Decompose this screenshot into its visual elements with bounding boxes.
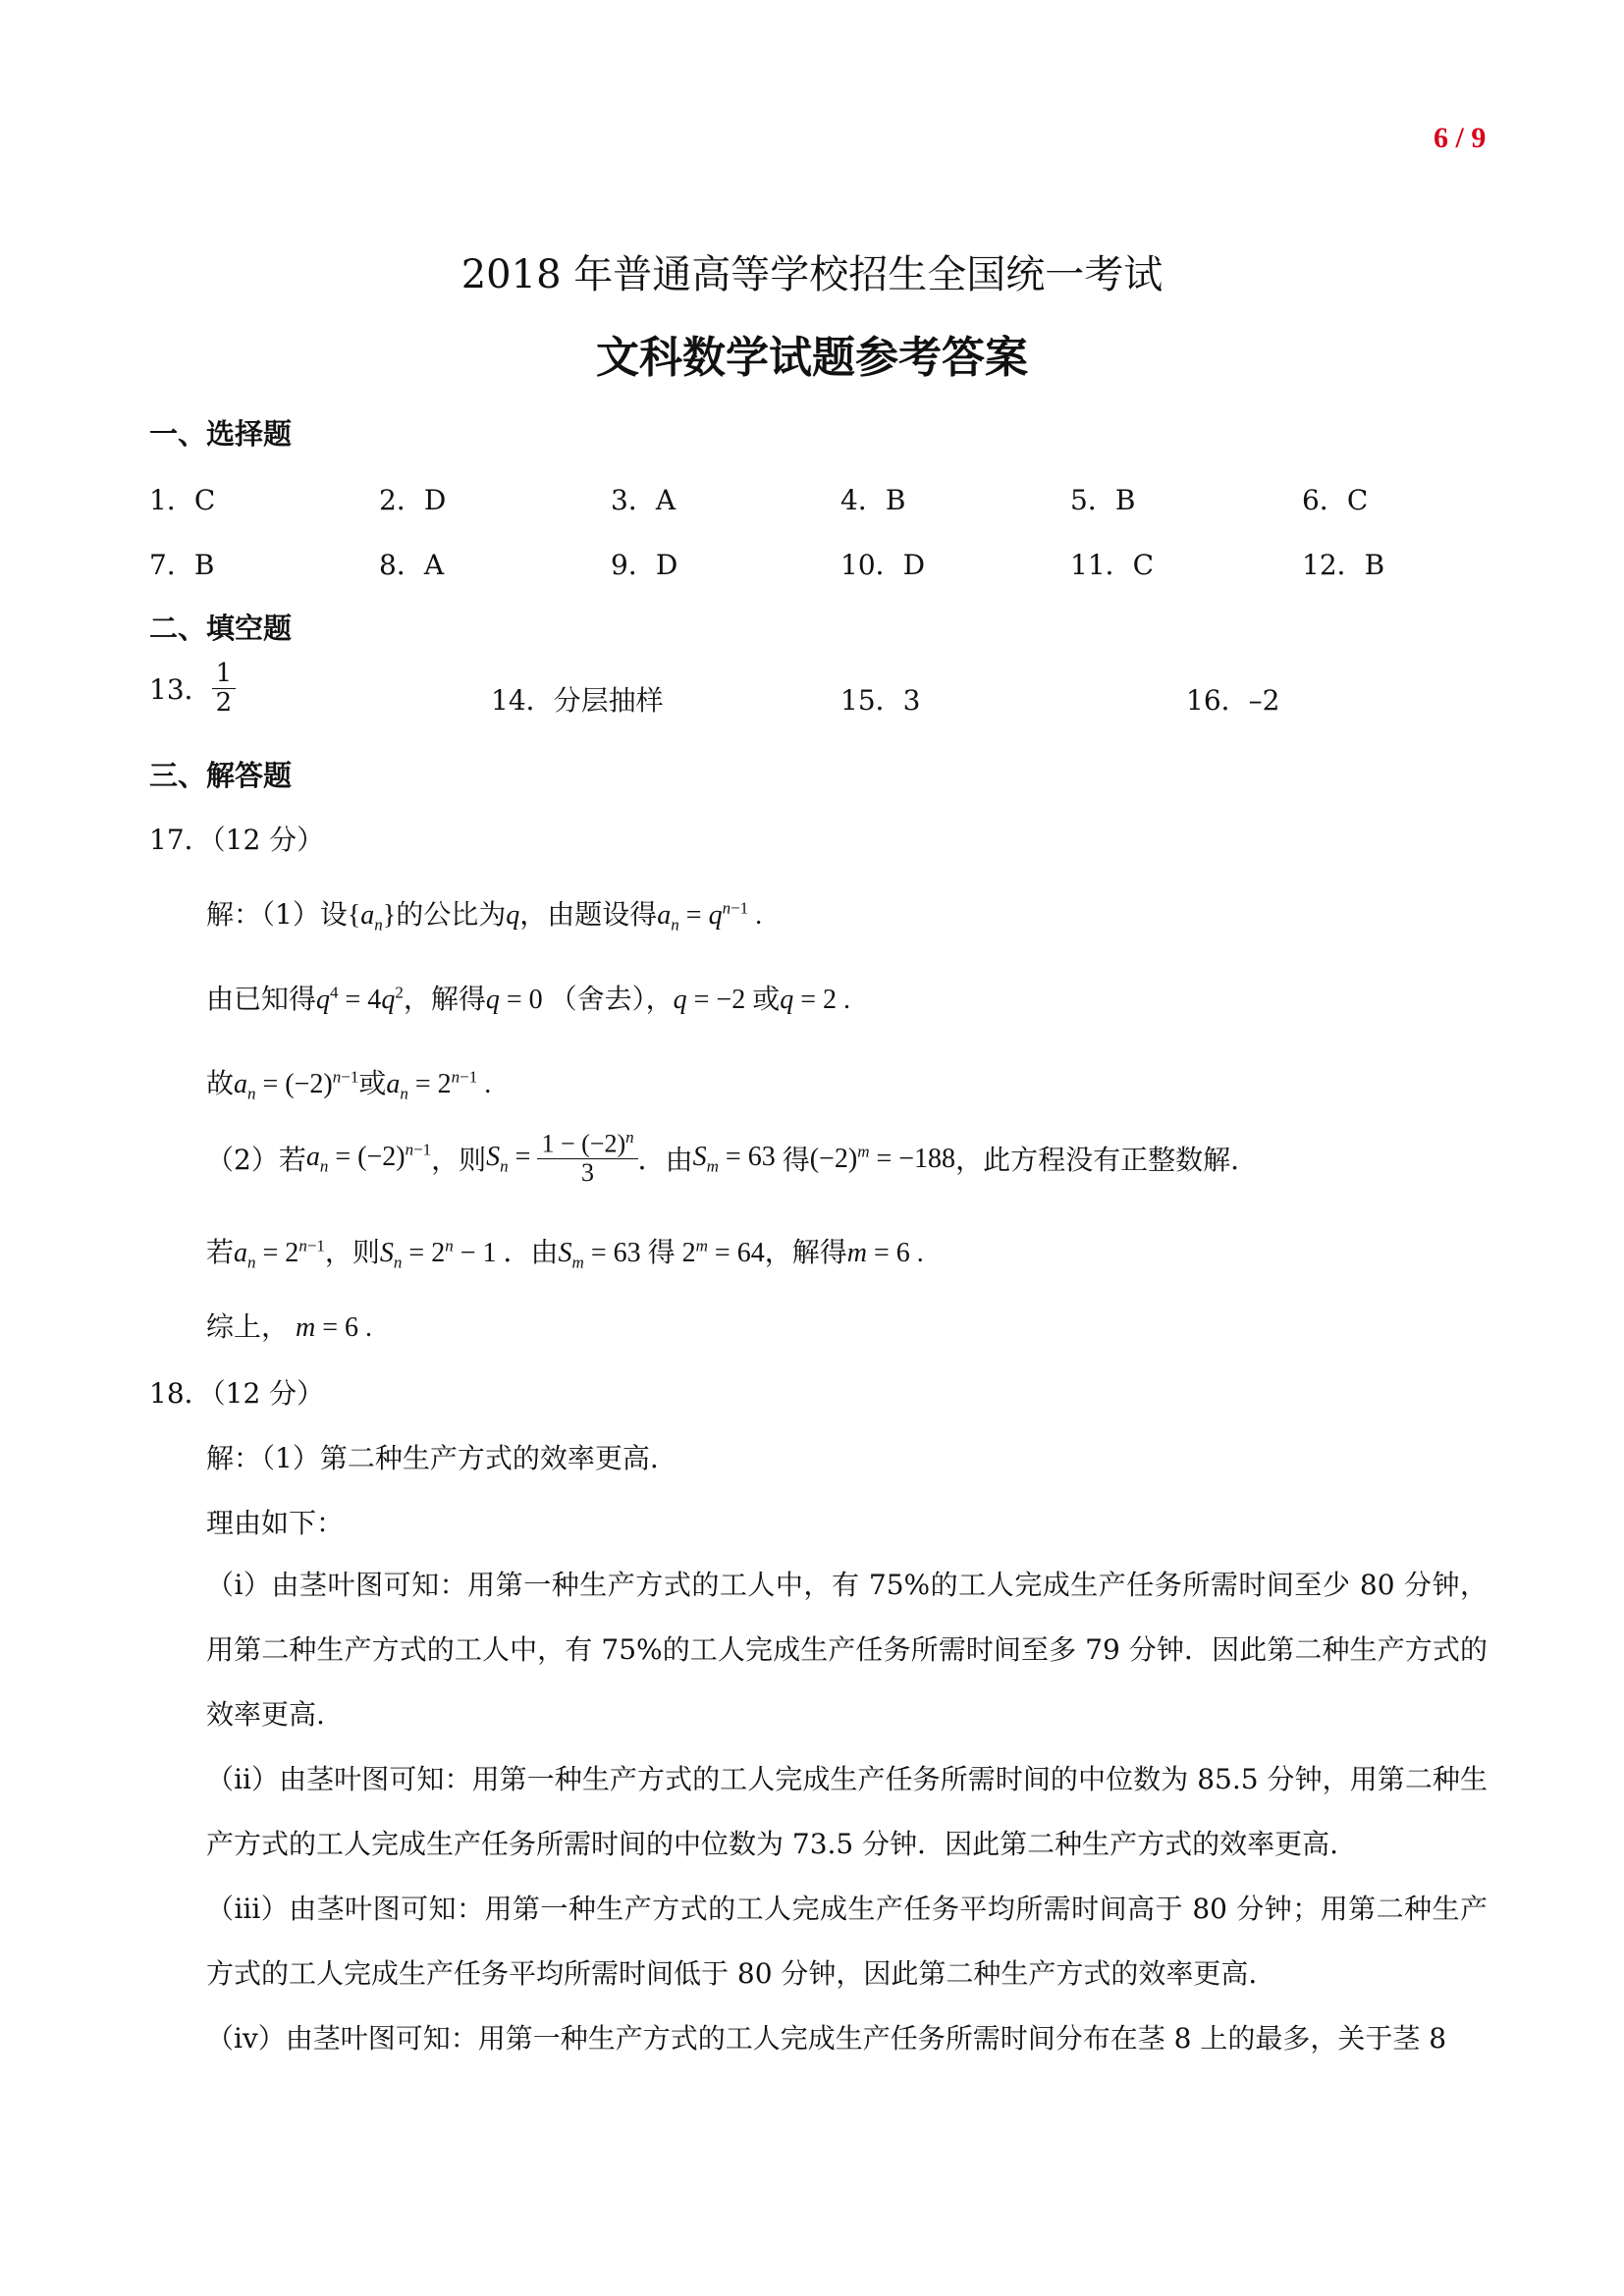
q17-line-4: （2）若$a_n = (-2)^{n-1}$，则$S_n$ = $\frac{1 - (-2)^n}{3}$ ．由$S_m = 63$ 得$(-2)^m = -188$，此方程没有正整数解. xyxy=(206,1128,1239,1188)
exam-title: 2018 年普通高等学校招生全国统一考试 xyxy=(460,252,1164,297)
choice-answer: 12．B xyxy=(1302,549,1385,581)
fill-answer-13 xyxy=(149,660,236,717)
q17-line-1: 解：（1）设$\{a_n\}$的公比为q，由题设得$a_n = q^{n-1}$ . xyxy=(206,898,763,934)
q17-heading: 17．（12 分） xyxy=(149,824,325,856)
choice-answer: 11．C xyxy=(1070,549,1155,581)
section-choice: 一、选择题 xyxy=(149,417,293,451)
choice-answer: 3．A xyxy=(611,484,677,516)
q18-line-1: 解：（1）第二种生产方式的效率更高. xyxy=(206,1442,659,1474)
q17-line-6: 综上， m = 6 . xyxy=(206,1310,373,1343)
q17-line-2: 由已知得$q^4 = 4q^2$，解得q = 0 （舍去），q = −2 或q = 2 . xyxy=(206,983,851,1015)
choice-answer: 5．B xyxy=(1070,484,1136,516)
fill-answer-15: 15．3 xyxy=(840,684,921,717)
choice-answer: 4．B xyxy=(840,484,906,516)
q17-line-3: 故$a_n = (-2)^{n-1}$或$a_n = 2^{n-1}$ . xyxy=(206,1067,492,1103)
choice-answer: 8．A xyxy=(379,549,445,581)
choice-answer: 10．D xyxy=(840,549,926,581)
q18-reason-i: （i）由茎叶图可知：用第一种生产方式的工人中，有 75%的工人完成生产任务所需时间至少 80 分钟，用第二种生产方式的工人中，有 75%的工人完成生产任务所需时间至多 79 分钟．因此第二种生产方式的效率更高. xyxy=(206,1569,1488,1731)
q17-line-5: 若$a_n = 2^{n-1}$，则$S_n = 2^n - 1$ ．由$S_m = 63$ 得 $2^m = 64$，解得m = 6 . xyxy=(206,1236,924,1272)
q18-reason-ii: （ii）由茎叶图可知：用第一种生产方式的工人完成生产任务所需时间的中位数为 85.5 分钟，用第二种生产方式的工人完成生产任务所需时间的中位数为 73.5 分钟．因此第二种生产方式的效率更高. xyxy=(206,1763,1488,1860)
q18-line-2: 理由如下： xyxy=(206,1507,345,1539)
page-number: 6 / 9 xyxy=(1434,122,1487,154)
fill-answer-16: 16．–2 xyxy=(1186,684,1280,717)
fraction: $\frac{1}{2}$ xyxy=(212,660,237,717)
section-fill: 二、填空题 xyxy=(149,612,293,645)
answer-key-title: 文科数学试题参考答案 xyxy=(596,333,1028,383)
choice-answer: 6．C xyxy=(1302,484,1369,516)
q18-reason-iii: （iii）由茎叶图可知：用第一种生产方式的工人完成生产任务平均所需时间高于 80 分钟；用第二种生产方式的工人完成生产任务平均所需时间低于 80 分钟，因此第二种生产方式的效率更高. xyxy=(206,1893,1488,1990)
q18-reason-iv: （iv）由茎叶图可知：用第一种生产方式的工人完成生产任务所需时间分布在茎 8 上的最多，关于茎 8 xyxy=(206,2022,1447,2055)
choice-answer: 2．D xyxy=(379,484,447,516)
fill-answer-14: 14．分层抽样 xyxy=(491,684,664,717)
section-solution: 三、解答题 xyxy=(149,759,293,792)
fraction: $\frac{1 - (-2)^n}{3}$ xyxy=(537,1129,637,1188)
choice-answer: 7．B xyxy=(149,549,215,581)
choice-answer: 9．D xyxy=(611,549,678,581)
fill-13-label: 13． xyxy=(149,673,212,707)
q18-heading: 18．（12 分） xyxy=(149,1377,325,1410)
choice-answer: 1．C xyxy=(149,484,216,516)
